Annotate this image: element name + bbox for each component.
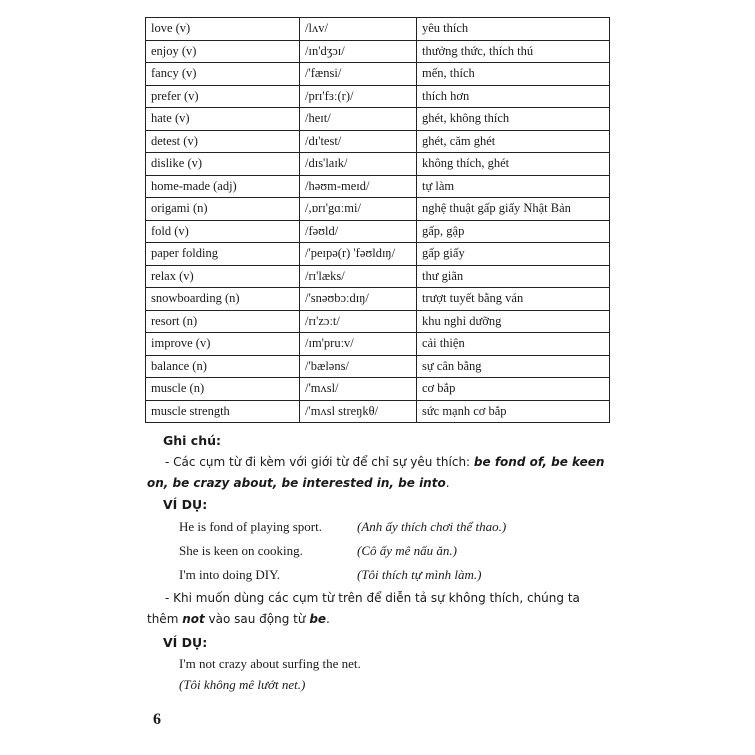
vocab-meaning: gấp giấy xyxy=(417,243,610,266)
vocab-pronunciation: /'peɪpə(r) 'fəʊldɪŋ/ xyxy=(300,243,417,266)
vocab-row xyxy=(146,378,610,401)
vocab-row xyxy=(146,85,610,108)
vocab-meaning: thư giãn xyxy=(417,265,610,288)
vocab-pronunciation: /dɪ'test/ xyxy=(300,130,417,153)
vocab-row xyxy=(146,63,610,86)
vocab-word: muscle (n) xyxy=(146,378,300,401)
vocab-word: prefer (v) xyxy=(146,85,300,108)
example-vi-1: (Anh ấy thích chơi thể thao.) xyxy=(357,519,507,534)
vocab-pronunciation: /rɪ'læks/ xyxy=(300,265,417,288)
vocab-meaning: thưởng thức, thích thú xyxy=(417,40,610,63)
vocab-row xyxy=(146,355,610,378)
example-label-2: VÍ DỤ: xyxy=(163,635,208,650)
vocab-meaning: tự làm xyxy=(417,175,610,198)
note-paragraph-2-end: . xyxy=(326,612,330,626)
vocab-meaning: yêu thích xyxy=(417,18,610,41)
vocab-row xyxy=(146,18,610,41)
vocab-word: enjoy (v) xyxy=(146,40,300,63)
vocab-row xyxy=(146,243,610,266)
vocab-meaning: cải thiện xyxy=(417,333,610,356)
vocab-pronunciation: /rɪ'zɔːt/ xyxy=(300,310,417,333)
vocab-word: resort (n) xyxy=(146,310,300,333)
vocab-meaning: cơ bắp xyxy=(417,378,610,401)
vocab-pronunciation: /'snəʊbɔːdɪŋ/ xyxy=(300,288,417,311)
vocab-row xyxy=(146,198,610,221)
vocab-word: dislike (v) xyxy=(146,153,300,176)
vocab-row xyxy=(146,220,610,243)
vocab-row xyxy=(146,108,610,131)
vocab-meaning: ghét, không thích xyxy=(417,108,610,131)
example-negative-vi: (Tôi không mê lướt net.) xyxy=(179,677,306,692)
note-paragraph-2-mid: vào sau động từ xyxy=(204,612,310,626)
vocab-meaning: ghét, căm ghét xyxy=(417,130,610,153)
vocab-pronunciation: /,ɒrɪ'gɑːmi/ xyxy=(300,198,417,221)
vocab-word: balance (n) xyxy=(146,355,300,378)
vocab-word: fold (v) xyxy=(146,220,300,243)
example-en-1: He is fond of playing sport. xyxy=(179,519,322,534)
example-en-2: She is keen on cooking. xyxy=(179,543,303,558)
example-vi-2: (Cô ấy mê nấu ăn.) xyxy=(357,543,458,558)
note-paragraph-1-end: . xyxy=(445,476,450,490)
vocab-meaning: nghệ thuật gấp giấy Nhật Bản xyxy=(417,198,610,221)
vocab-meaning: trượt tuyết bằng ván xyxy=(417,288,610,311)
vocab-pronunciation: /ɪn'dʒɔɪ/ xyxy=(300,40,417,63)
vocab-pronunciation: /heɪt/ xyxy=(300,108,417,131)
vocab-row xyxy=(146,175,610,198)
vocab-word: detest (v) xyxy=(146,130,300,153)
vocab-meaning: mến, thích xyxy=(417,63,610,86)
vocab-row xyxy=(146,333,610,356)
vocab-meaning: gấp, gập xyxy=(417,220,610,243)
vocab-pronunciation: /həʊm-meɪd/ xyxy=(300,175,417,198)
example-negative-en: I'm not crazy about surfing the net. xyxy=(179,656,361,671)
note-paragraph-2 xyxy=(147,588,612,630)
vocab-word: improve (v) xyxy=(146,333,300,356)
note-paragraph-1-text: - Các cụm từ đi kèm với giới từ để chỉ sự yêu thích: xyxy=(165,455,474,469)
vocab-row xyxy=(146,153,610,176)
vocab-row xyxy=(146,310,610,333)
vocab-meaning: sự cân bằng xyxy=(417,355,610,378)
vocab-word: relax (v) xyxy=(146,265,300,288)
note-paragraph-2-text: - Khi muốn dùng các cụm từ trên để diễn tả sự không thích, chúng ta thêm xyxy=(147,591,580,626)
vocab-row xyxy=(146,288,610,311)
example-vi-3: (Tôi thích tự mình làm.) xyxy=(357,567,482,582)
note-paragraph-1-phrases: be fond of, be keen on, be crazy about, be interested in, be into xyxy=(147,455,605,490)
vocab-pronunciation: /prɪ'fɜː(r)/ xyxy=(300,85,417,108)
note-paragraph-1 xyxy=(147,452,612,494)
page-number: 6 xyxy=(153,711,161,728)
vocab-pronunciation: /'bæləns/ xyxy=(300,355,417,378)
note-paragraph-2-not: not xyxy=(182,612,205,626)
vocab-word: hate (v) xyxy=(146,108,300,131)
example-en-3: I'm into doing DIY. xyxy=(179,567,281,582)
vocab-pronunciation: /'mʌsl streŋkθ/ xyxy=(300,400,417,423)
vocab-row xyxy=(146,265,610,288)
vocab-meaning: sức mạnh cơ bắp xyxy=(417,400,610,423)
vocab-word: muscle strength xyxy=(146,400,300,423)
vocab-word: origami (n) xyxy=(146,198,300,221)
vocab-pronunciation: /dɪs'laɪk/ xyxy=(300,153,417,176)
vocabulary-table xyxy=(145,17,610,423)
vocab-meaning: thích hơn xyxy=(417,85,610,108)
vocab-pronunciation: /'mʌsl/ xyxy=(300,378,417,401)
vocab-pronunciation: /ɪm'pruːv/ xyxy=(300,333,417,356)
vocab-meaning: khu nghỉ dưỡng xyxy=(417,310,610,333)
vocab-word: home-made (adj) xyxy=(146,175,300,198)
notes-heading: Ghi chú: xyxy=(163,433,222,448)
vocab-word: fancy (v) xyxy=(146,63,300,86)
vocab-pronunciation: /fəʊld/ xyxy=(300,220,417,243)
vocab-row xyxy=(146,400,610,423)
vocab-row xyxy=(146,130,610,153)
vocab-row xyxy=(146,40,610,63)
vocab-word: love (v) xyxy=(146,18,300,41)
vocab-word: snowboarding (n) xyxy=(146,288,300,311)
example-label-1: VÍ DỤ: xyxy=(163,497,208,512)
vocab-meaning: không thích, ghét xyxy=(417,153,610,176)
vocab-pronunciation: /lʌv/ xyxy=(300,18,417,41)
vocab-pronunciation: /'fænsi/ xyxy=(300,63,417,86)
note-paragraph-2-be: be xyxy=(309,612,327,626)
vocab-word: paper folding xyxy=(146,243,300,266)
